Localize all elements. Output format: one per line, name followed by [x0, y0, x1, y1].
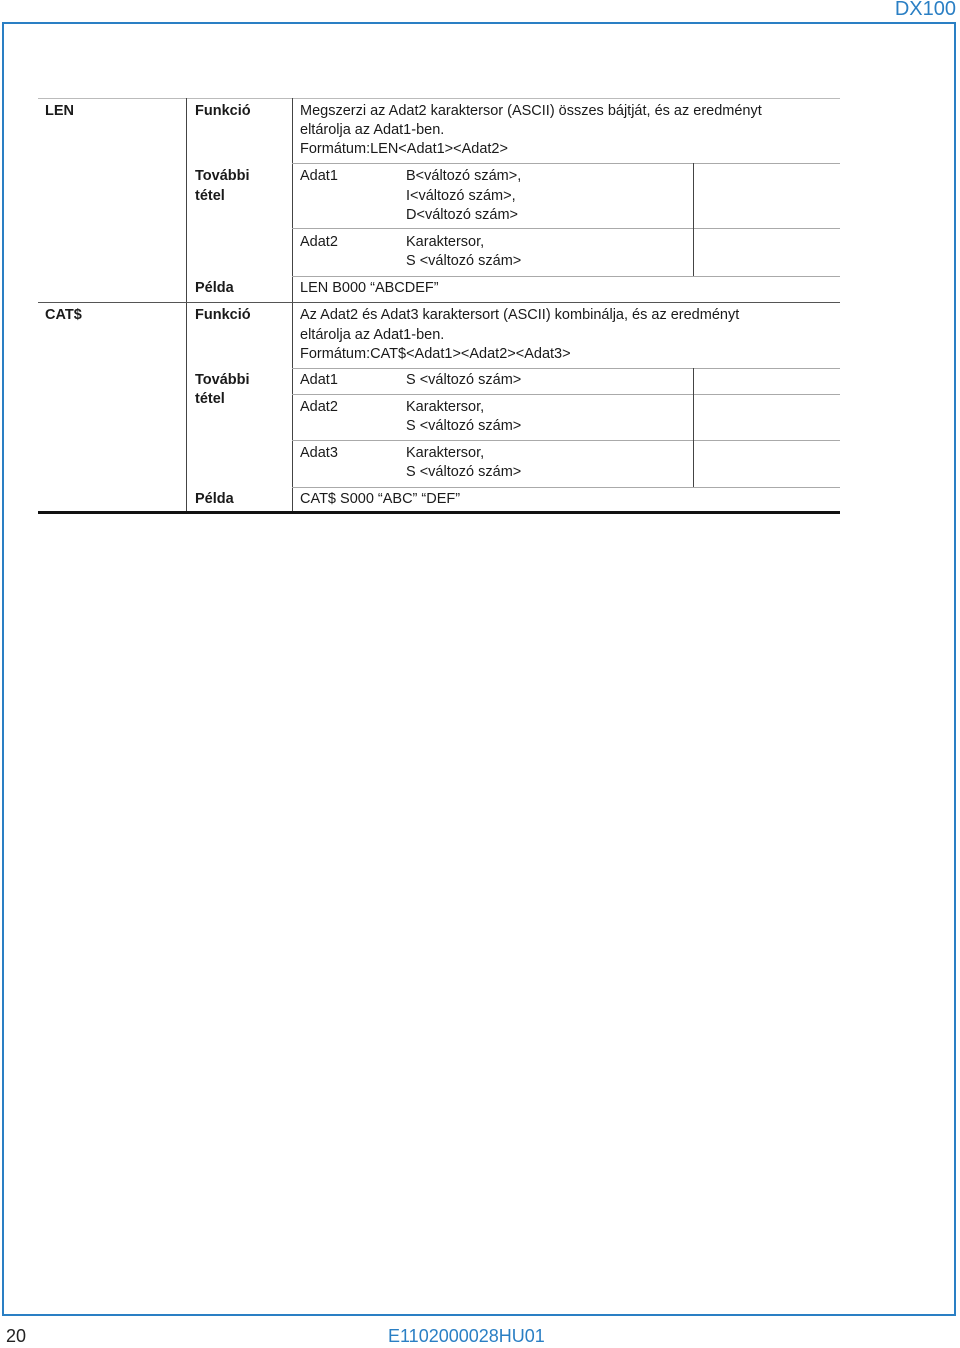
len-adat1-line-1: B<változó szám>, [406, 168, 522, 184]
cat-adat2-line-2: S <változó szám> [406, 418, 522, 434]
cat-tovabbi-label-1: További [195, 372, 250, 388]
len-funkcio-label: Funkció [195, 103, 251, 119]
len-adat2-line-1: Karaktersor, [406, 234, 485, 250]
column-divider-2 [292, 98, 293, 514]
len-adat1-line-2: I<változó szám>, [406, 188, 516, 204]
len-subtable-bottom [292, 276, 840, 277]
cat-adat1-line-1: S <változó szám> [406, 372, 522, 388]
len-funkcio-line-2: eltárolja az Adat1-ben. [300, 122, 445, 138]
len-adat1-line-3: D<változó szám> [406, 207, 519, 223]
cat-subtable-top [292, 368, 840, 369]
cat-subtable-row1 [292, 394, 840, 395]
len-pelda-value: LEN B000 “ABCDEF” [300, 280, 439, 296]
cat-adat3-line-1: Karaktersor, [406, 445, 485, 461]
len-funkcio-line-3: Formátum:LEN<Adat1><Adat2> [300, 141, 508, 157]
cat-adat2-name: Adat2 [300, 399, 338, 415]
footer-doc-code: E1102000028HU01 [388, 1326, 545, 1346]
cat-subtable-col [693, 368, 694, 487]
len-subtable-col [693, 163, 694, 276]
len-adat2-name: Adat2 [300, 234, 338, 250]
cat-funkcio-label: Funkció [195, 307, 251, 323]
len-tovabbi-label-2: tétel [195, 188, 225, 204]
len-funkcio-line-1: Megszerzi az Adat2 karaktersor (ASCII) összes bájtját, és az eredményt [300, 103, 762, 119]
len-subtable-mid [292, 228, 840, 229]
column-divider-1 [186, 98, 187, 514]
cat-adat2-line-1: Karaktersor, [406, 399, 485, 415]
cat-pelda-label: Példa [195, 491, 234, 507]
len-section-rule [38, 302, 840, 303]
header-title: DX100 [894, 0, 956, 20]
table-top-rule [38, 98, 840, 99]
cat-pelda-value: CAT$ S000 “ABC” “DEF” [300, 491, 461, 507]
table-bottom-rule [38, 511, 840, 514]
len-tovabbi-label-1: További [195, 168, 250, 184]
len-pelda-label: Példa [195, 280, 234, 296]
len-adat2-line-2: S <változó szám> [406, 253, 522, 269]
len-adat1-name: Adat1 [300, 168, 338, 184]
len-subtable-top [292, 163, 840, 164]
cat-funkcio-line-2: eltárolja az Adat1-ben. [300, 327, 445, 343]
cat-subtable-bottom [292, 487, 840, 488]
cat-funkcio-line-3: Formátum:CAT$<Adat1><Adat2><Adat3> [300, 346, 571, 362]
cat-funkcio-line-1: Az Adat2 és Adat3 karaktersort (ASCII) kombinálja, és az eredményt [300, 307, 740, 323]
cat-adat3-name: Adat3 [300, 445, 338, 461]
cat-subtable-row2 [292, 440, 840, 441]
len-command-name: LEN [45, 103, 74, 119]
footer-page-number: 20 [6, 1326, 27, 1346]
cat-command-name: CAT$ [45, 307, 82, 323]
cat-adat1-name: Adat1 [300, 372, 338, 388]
cat-adat3-line-2: S <változó szám> [406, 464, 522, 480]
cat-tovabbi-label-2: tétel [195, 391, 225, 407]
